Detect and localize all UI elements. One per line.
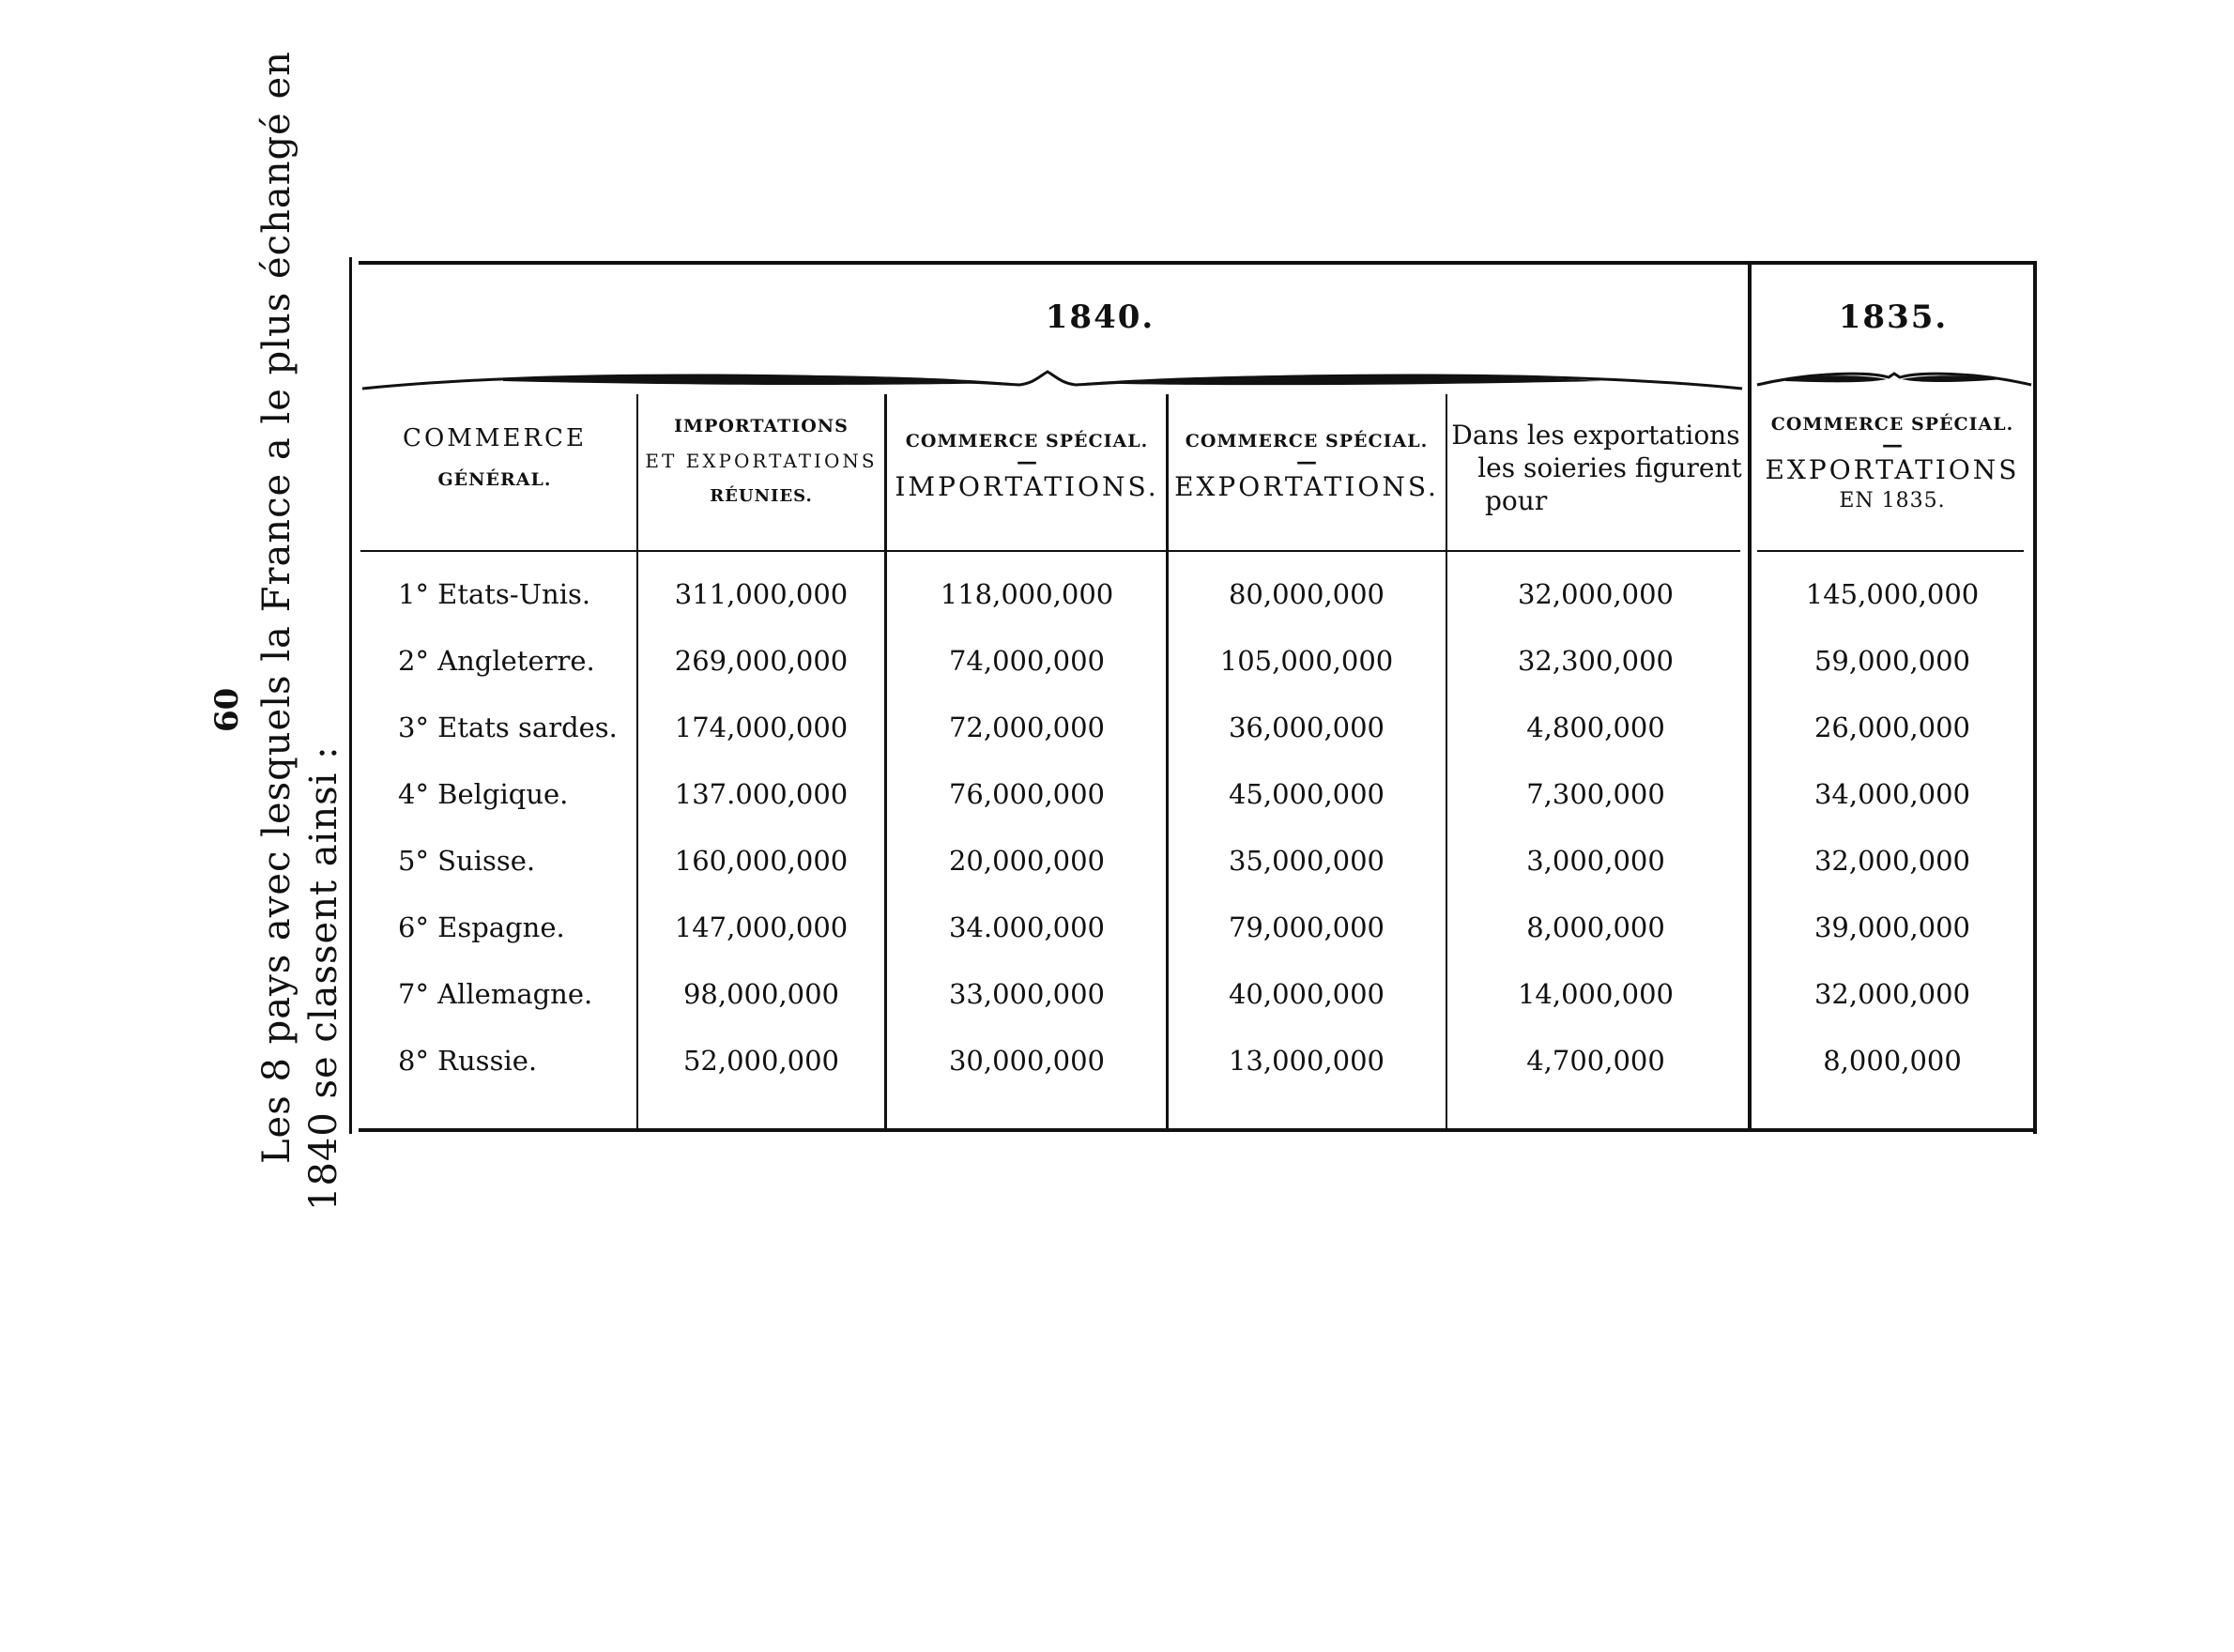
header-importations-exportations (636, 415, 886, 508)
header-col6-dash: — (1882, 432, 1903, 457)
row2-exports-1835: 59,000,000 (1813, 645, 1971, 677)
header-commerce-special-imports (888, 430, 1166, 504)
row4-exports-1835: 34,000,000 (1813, 778, 1971, 810)
row3-reunies: 174,000,000 (674, 711, 849, 743)
row2-exports: 105,000,000 (1219, 645, 1394, 677)
row6-soieries: 8,000,000 (1526, 911, 1665, 943)
row8-imports: 30,000,000 (948, 1045, 1106, 1077)
header-col5-line1: Dans les exportations (1451, 420, 1740, 451)
header-col2-line3: RÉUNIES. (710, 485, 813, 506)
row8-exports-1835: 8,000,000 (1823, 1045, 1962, 1077)
header-col6-line2: EXPORTATIONS (1765, 453, 2020, 485)
row7-soieries: 14,000,000 (1517, 978, 1675, 1010)
row1-soieries: 32,000,000 (1517, 578, 1675, 610)
table-right-rule (2033, 261, 2037, 1134)
table-bottom-rule (359, 1128, 2037, 1132)
header-commerce-special-exports (1168, 430, 1446, 504)
row3-imports: 72,000,000 (948, 711, 1106, 743)
row6-imports: 34.000,000 (948, 911, 1106, 943)
row8-soieries: 4,700,000 (1526, 1045, 1665, 1077)
header-underline (360, 550, 1740, 552)
header-commerce-general-line1: COMMERCE (403, 424, 587, 452)
row2-reunies: 269,000,000 (674, 645, 849, 677)
row8-exports: 13,000,000 (1228, 1045, 1385, 1077)
row5-country: 5° Suisse. (398, 845, 536, 877)
row1-country: 1° Etats-Unis. (398, 578, 591, 610)
header-col4-dash: — (1296, 449, 1317, 474)
row1-reunies: 311,000,000 (674, 578, 849, 610)
header-col3-line1: COMMERCE SPÉCIAL. (905, 431, 1149, 451)
row2-soieries: 32,300,000 (1517, 645, 1675, 677)
statistics-table (349, 257, 2037, 1134)
row6-reunies: 147,000,000 (674, 911, 849, 943)
row8-country: 8° Russie. (398, 1045, 538, 1077)
row2-imports: 74,000,000 (948, 645, 1106, 677)
header-col3-dash: — (1017, 449, 1037, 474)
header-soieries (1447, 419, 1744, 517)
row3-soieries: 4,800,000 (1526, 711, 1665, 743)
row5-exports-1835: 32,000,000 (1813, 845, 1971, 877)
year-heading-1835: 1835. (1838, 298, 1949, 336)
row7-reunies: 98,000,000 (682, 978, 840, 1010)
header-col4-line1: COMMERCE SPÉCIAL. (1185, 431, 1429, 451)
header-col5-line2: les soieries figurent (1477, 452, 1742, 483)
header-commerce-general (359, 422, 631, 493)
page-number: 60 (208, 687, 246, 732)
row3-country: 3° Etats sardes. (398, 711, 618, 743)
header-underline-1835 (1757, 550, 2024, 552)
row8-reunies: 52,000,000 (682, 1045, 840, 1077)
header-commerce-general-line2: GÉNÉRAL. (437, 469, 552, 491)
header-col2-line2: ET EXPORTATIONS (645, 449, 878, 472)
brace-1835 (1757, 364, 2031, 392)
row3-exports: 36,000,000 (1228, 711, 1385, 743)
row4-soieries: 7,300,000 (1526, 778, 1665, 810)
row6-exports-1835: 39,000,000 (1813, 911, 1971, 943)
header-col5-line3: pour (1485, 485, 1548, 516)
row2-country: 2° Angleterre. (398, 645, 595, 677)
table-caption-line1: Les 8 pays avec lesquels la France a le plus échangé en (255, 51, 298, 1164)
row4-exports: 45,000,000 (1228, 778, 1385, 810)
row1-imports: 118,000,000 (940, 578, 1114, 610)
table-caption-line2: 1840 se classent ainsi : (302, 745, 345, 1211)
row7-exports-1835: 32,000,000 (1813, 978, 1971, 1010)
col-sep-3 (1166, 394, 1169, 1130)
row1-exports: 80,000,000 (1228, 578, 1385, 610)
row5-reunies: 160,000,000 (674, 845, 849, 877)
year-heading-1840: 1840. (1045, 298, 1155, 336)
header-col3-line2: IMPORTATIONS. (895, 470, 1159, 502)
row3-exports-1835: 26,000,000 (1813, 711, 1971, 743)
brace-1840 (362, 360, 1742, 398)
row4-country: 4° Belgique. (398, 778, 569, 810)
row5-exports: 35,000,000 (1228, 845, 1385, 877)
row6-exports: 79,000,000 (1228, 911, 1385, 943)
table-left-rule (349, 257, 352, 1134)
row7-exports: 40,000,000 (1228, 978, 1385, 1010)
row1-exports-1835: 145,000,000 (1805, 578, 1980, 610)
header-col6-line1: COMMERCE SPÉCIAL. (1770, 414, 2014, 435)
row4-reunies: 137.000,000 (674, 778, 849, 810)
row4-imports: 76,000,000 (948, 778, 1106, 810)
row7-imports: 33,000,000 (948, 978, 1106, 1010)
table-top-rule (359, 261, 2037, 265)
header-exports-1835 (1752, 413, 2033, 515)
row6-country: 6° Espagne. (398, 911, 565, 943)
row7-country: 7° Allemagne. (398, 978, 593, 1010)
header-col4-line2: EXPORTATIONS. (1174, 470, 1439, 502)
header-col6-line3: EN 1835. (1839, 489, 1946, 513)
header-col2-line1: IMPORTATIONS (674, 416, 849, 436)
row5-soieries: 3,000,000 (1526, 845, 1665, 877)
row5-imports: 20,000,000 (948, 845, 1106, 877)
